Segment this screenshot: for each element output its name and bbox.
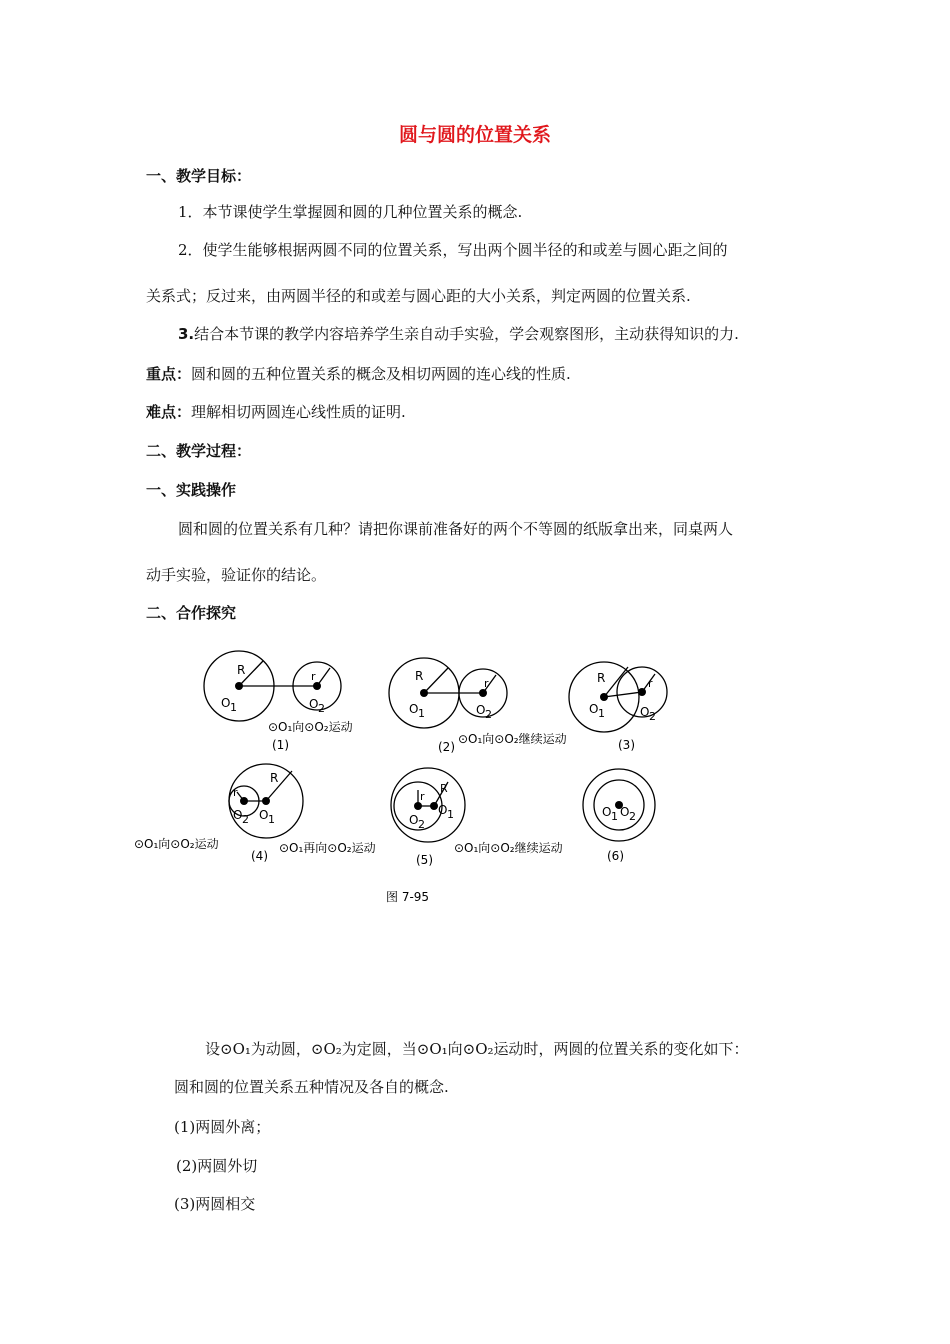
label-R-1: R <box>237 663 246 677</box>
label-r-1: r <box>311 670 316 683</box>
page-title: 圆与圆的位置关系 <box>398 124 551 146</box>
label-O1-sub-2: 1 <box>418 707 425 720</box>
key-point <box>146 363 571 384</box>
circle-position-figure <box>120 640 680 915</box>
number-5: (5) <box>416 853 433 867</box>
caption-4: ⊙O₁向⊙O₂运动 <box>134 837 219 851</box>
label-O2-sub-3: 2 <box>649 710 656 723</box>
label-O2-3: O <box>640 705 650 719</box>
case-1: (1)两圆外离； <box>174 1118 271 1136</box>
label-O2-sub-6: 2 <box>629 810 636 823</box>
label-R-2: R <box>415 669 424 683</box>
caption-1: ⊙O₁向⊙O₂运动 <box>268 720 353 734</box>
label-O2-2: O <box>476 703 486 717</box>
label-O1-sub-6: 1 <box>611 810 618 823</box>
label-R-4: R <box>270 771 279 785</box>
caption-6: ⊙O₁向⊙O₂继续运动 <box>454 841 563 855</box>
label-R-3: R <box>597 671 606 685</box>
label-r-2: r <box>484 677 489 690</box>
subheading-explore: 二、合作探究 <box>146 604 237 622</box>
practice-paragraph-cont: 动手实验，验证你的结论。 <box>146 566 327 584</box>
difficult-point-text: 理解相切两圆连心线性质的证明. <box>191 403 406 421</box>
label-r-5: r <box>420 790 425 803</box>
goal-item-2-cont: 关系式；反过来，由两圆半径的和或差与圆心距的大小关系，判定两圆的位置关系. <box>146 287 691 305</box>
number-6: (6) <box>607 849 624 863</box>
difficult-point-label: 难点： <box>146 403 192 421</box>
section-heading-goals: 一、教学目标： <box>146 167 252 185</box>
label-R-5: R <box>440 782 448 795</box>
label-O1-6: O <box>602 805 612 819</box>
number-3: (3) <box>618 738 635 752</box>
label-O1-2: O <box>409 702 419 716</box>
label-O1-1: O <box>221 696 231 710</box>
goal-item-2: 2．使学生能够根据两圆不同的位置关系，写出两个圆半径的和或差与圆心距之间的 <box>178 241 728 259</box>
label-O1-sub-1: 1 <box>230 701 237 714</box>
number-1: (1) <box>272 738 289 752</box>
difficult-point <box>146 401 406 422</box>
label-O2-1: O <box>309 697 319 711</box>
label-r-3: r <box>648 677 653 690</box>
label-O1-sub-4: 1 <box>268 813 275 826</box>
label-O1-3: O <box>589 702 599 716</box>
section-heading-process: 二、教学过程： <box>146 442 252 460</box>
number-2: (2) <box>438 740 455 754</box>
goal-item-3 <box>178 323 739 344</box>
label-O1-5: O <box>438 803 448 817</box>
case-3: (3)两圆相交 <box>174 1195 256 1213</box>
body-paragraph-2: 圆和圆的位置关系五种情况及各自的概念. <box>174 1078 449 1096</box>
label-O2-sub-4: 2 <box>242 813 249 826</box>
subheading-practice: 一、实践操作 <box>146 481 237 499</box>
label-O1-sub-5: 1 <box>447 808 454 821</box>
goal-item-1: 1．本节课使学生掌握圆和圆的几种位置关系的概念. <box>178 203 523 221</box>
caption-2: ⊙O₁向⊙O₂继续运动 <box>458 732 567 746</box>
caption-5: ⊙O₁再向⊙O₂运动 <box>279 841 376 855</box>
label-O1-sub-3: 1 <box>598 707 605 720</box>
label-O2-sub-5: 2 <box>418 818 425 831</box>
number-4: (4) <box>251 849 268 863</box>
label-r-4: r <box>233 786 238 799</box>
label-O1-4: O <box>259 808 269 822</box>
circle-big-5 <box>391 768 465 842</box>
key-point-text: 圆和圆的五种位置关系的概念及相切两圆的连心线的性质. <box>191 365 571 383</box>
label-O2-6: O <box>620 805 630 819</box>
label-O2-sub-2: 2 <box>485 708 492 721</box>
label-O2-sub-1: 2 <box>318 702 325 715</box>
label-O2-4: O <box>233 808 243 822</box>
figure-label: 图 7-95 <box>386 890 430 904</box>
key-point-label: 重点： <box>146 365 192 383</box>
label-O2-5: O <box>409 813 419 827</box>
goal-item-3-text: 结合本节课的教学内容培养学生亲自动手实验，学会观察图形，主动获得知识的力. <box>194 325 739 343</box>
body-paragraph-1: 设⊙O₁为动圆，⊙O₂为定圆，当⊙O₁向⊙O₂运动时，两圆的位置关系的变化如下： <box>205 1040 749 1058</box>
goal-item-3-number: 3. <box>178 325 195 343</box>
case-2: (2)两圆外切 <box>176 1157 258 1175</box>
practice-paragraph: 圆和圆的位置关系有几种？请把你课前准备好的两个不等圆的纸版拿出来，同桌两人 <box>178 520 734 538</box>
